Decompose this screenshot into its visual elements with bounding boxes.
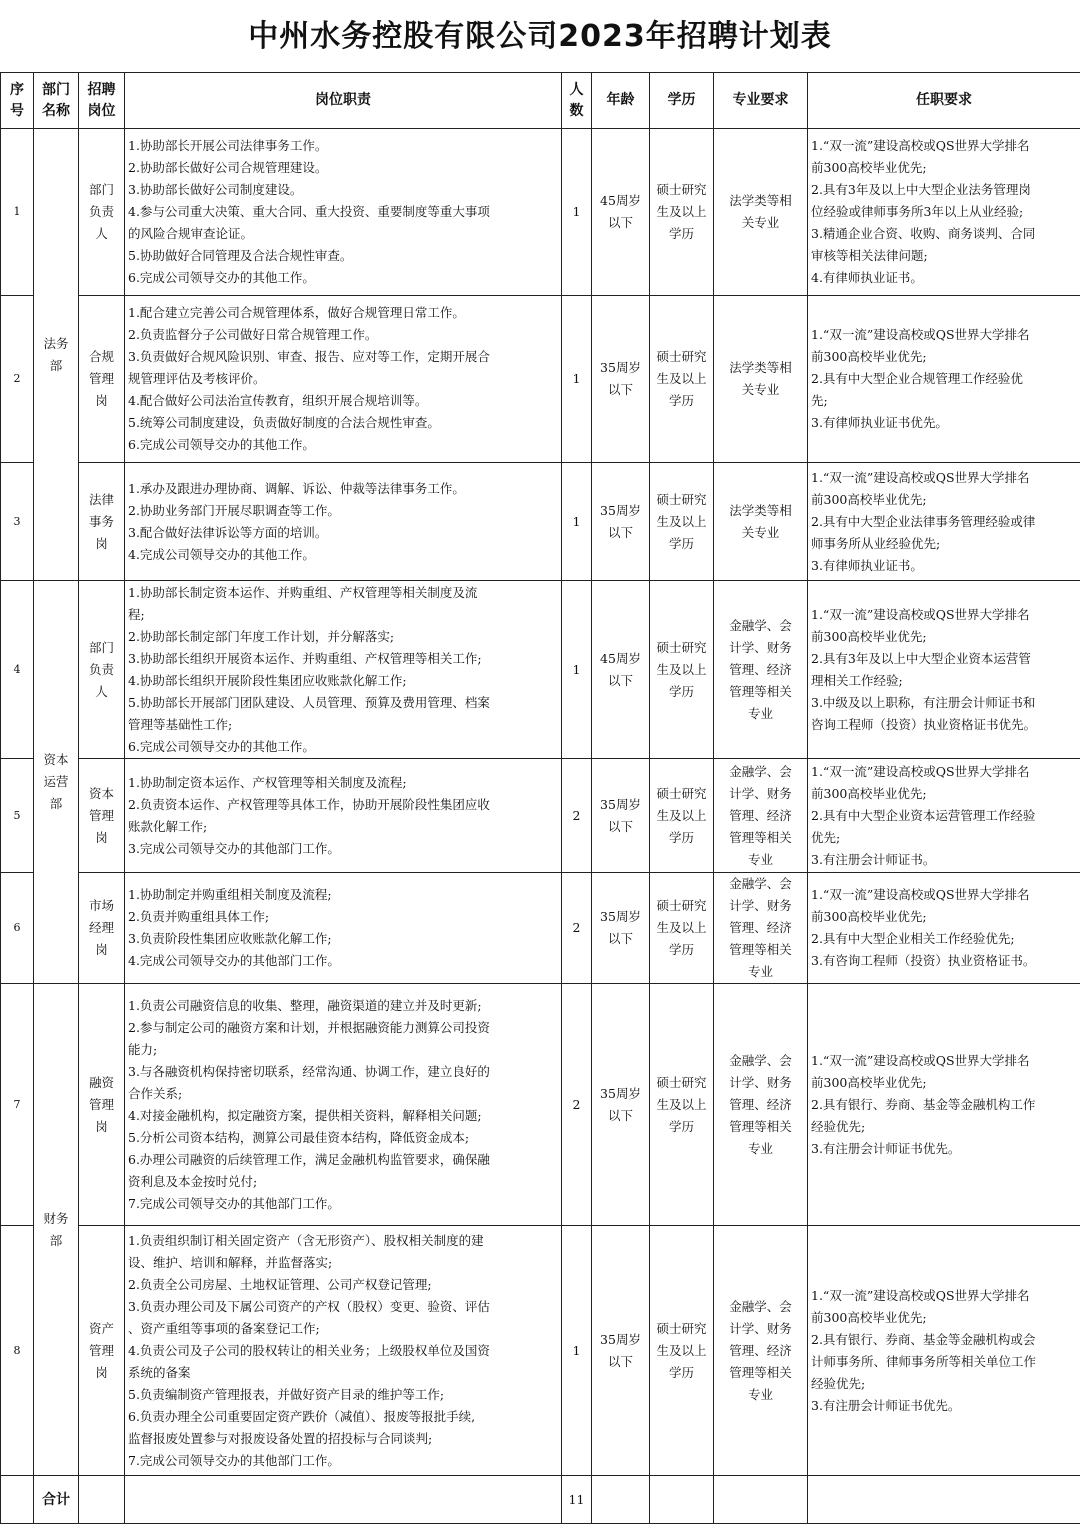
req-cell: 1.“双一流”建设高校或QS世界大学排名 前300高校毕业优先; 2.具有中大型企业资本运营管理工作经验 优先; 3.有注册会计师证书。	[808, 759, 1080, 873]
duty-cell: 1.负责组织制订相关固定资产（含无形资产）、股权相关制度的建 设、维护、培训和解释，并监督落实; 2.负责全公司房屋、土地权证管理、公司产权登记管理; 3.负责办理公司及下属公司资产的产权（股权）变更、验资、评估 、资产重组等事项的备案登记工作; 4.负责公司及子公司的股权转让的相关业务；上级股权单位及国资 系统的备案 5.负责编制资产管理报表，并做好资产目录的维护等工作; 6.负责办理全公司重要固定资产跌价（减值）、报废等报批手续, 监督报废处置参与对报废设备处置的招投标与合同谈判; 7.完成公司领导交办的其他部门工作。	[125, 1226, 562, 1476]
total-empty-cell	[592, 1476, 650, 1524]
total-empty-cell	[808, 1476, 1080, 1524]
edu-cell: 硕士研究 生及以上 学历	[650, 581, 714, 759]
major-cell: 金融学、会 计学、财务 管理、经济 管理等相关 专业	[714, 581, 808, 759]
age-cell: 35周岁 以下	[592, 873, 650, 984]
total-count: 11	[562, 1476, 592, 1524]
req-cell: 1.“双一流”建设高校或QS世界大学排名 前300高校毕业优先; 2.具有中大型企业法律事务管理经验或律 师事务所从业经验优先; 3.有律师执业证书。	[808, 463, 1080, 581]
count-cell: 1	[562, 1226, 592, 1476]
major-cell: 法学类等相 关专业	[714, 463, 808, 581]
page-title: 中州水务控股有限公司2023年招聘计划表	[0, 12, 1080, 62]
header-edu: 学历	[650, 73, 714, 129]
table-row	[1, 759, 1080, 873]
table-row	[1, 1226, 1080, 1476]
count-cell: 1	[562, 296, 592, 463]
total-label: 合计	[34, 1476, 79, 1524]
header-post: 招聘 岗位	[79, 73, 125, 129]
total-empty-cell	[125, 1476, 562, 1524]
req-cell: 1.“双一流”建设高校或QS世界大学排名 前300高校毕业优先; 2.具有银行、券商、基金等金融机构工作 经验优先; 3.有注册会计师证书优先。	[808, 984, 1080, 1226]
edu-cell: 硕士研究 生及以上 学历	[650, 984, 714, 1226]
recruitment-table	[0, 72, 1080, 1524]
seq-cell: 3	[1, 463, 34, 581]
seq-cell: 5	[1, 759, 34, 873]
seq-cell: 6	[1, 873, 34, 984]
seq-cell: 2	[1, 296, 34, 463]
table-row	[1, 463, 1080, 581]
seq-cell: 1	[1, 129, 34, 296]
count-cell: 2	[562, 873, 592, 984]
dept-cell: 法务 部	[34, 129, 79, 581]
total-empty-cell	[650, 1476, 714, 1524]
age-cell: 35周岁 以下	[592, 1226, 650, 1476]
edu-cell: 硕士研究 生及以上 学历	[650, 296, 714, 463]
major-cell: 金融学、会 计学、财务 管理、经济 管理等相关 专业	[714, 1226, 808, 1476]
duty-cell: 1.负责公司融资信息的收集、整理，融资渠道的建立并及时更新; 2.参与制定公司的融资方案和计划，并根据融资能力测算公司投资 能力; 3.与各融资机构保持密切联系，经常沟通、协调工作，建立良好的 合作关系; 4.对接金融机构，拟定融资方案，提供相关资料，解释相关问题; 5.分析公司资本结构，测算公司最佳资本结构，降低资金成本; 6.办理公司融资的后续管理工作，满足金融机构监管要求，确保融 资利息及本金按时兑付; 7.完成公司领导交办的其他部门工作。	[125, 984, 562, 1226]
seq-cell: 8	[1, 1226, 34, 1476]
age-cell: 35周岁 以下	[592, 759, 650, 873]
table-row	[1, 296, 1080, 463]
post-cell: 资本 管理 岗	[79, 759, 125, 873]
age-cell: 35周岁 以下	[592, 463, 650, 581]
header-dept: 部门 名称	[34, 73, 79, 129]
major-cell: 金融学、会 计学、财务 管理、经济 管理等相关 专业	[714, 759, 808, 873]
edu-cell: 硕士研究 生及以上 学历	[650, 1226, 714, 1476]
post-cell: 法律 事务 岗	[79, 463, 125, 581]
dept-cell: 资本 运营 部	[34, 581, 79, 984]
major-cell: 金融学、会 计学、财务 管理、经济 管理等相关 专业	[714, 984, 808, 1226]
duty-cell: 1.协助部长开展公司法律事务工作。 2.协助部长做好公司合规管理建设。 3.协助部长做好公司制度建设。 4.参与公司重大决策、重大合同、重大投资、重要制度等重大事项 的风险合规审查论证。 5.协助做好合同管理及合法合规性审查。 6.完成公司领导交办的其他工作。	[125, 129, 562, 296]
count-cell: 1	[562, 463, 592, 581]
header-seq: 序 号	[1, 73, 34, 129]
post-cell: 资产 管理 岗	[79, 1226, 125, 1476]
duty-cell: 1.协助制定并购重组相关制度及流程; 2.负责并购重组具体工作; 3.负责阶段性集团应收账款化解工作; 4.完成公司领导交办的其他部门工作。	[125, 873, 562, 984]
duty-cell: 1.协助部长制定资本运作、并购重组、产权管理等相关制度及流 程; 2.协助部长制定部门年度工作计划，并分解落实; 3.协助部长组织开展资本运作、并购重组、产权管理等相关工作; 4.协助部长组织开展阶段性集团应收账款化解工作; 5.协助部长开展部门团队建设、人员管理、预算及费用管理、档案 管理等基础性工作; 6.完成公司领导交办的其他工作。	[125, 581, 562, 759]
req-cell: 1.“双一流”建设高校或QS世界大学排名 前300高校毕业优先; 2.具有银行、券商、基金等金融机构或会 计师事务所、律师事务所等相关单位工作 经验优先; 3.有注册会计师证书优先。	[808, 1226, 1080, 1476]
age-cell: 35周岁 以下	[592, 984, 650, 1226]
major-cell: 法学类等相 关专业	[714, 129, 808, 296]
table-row	[1, 581, 1080, 759]
table-row	[1, 129, 1080, 296]
table-row	[1, 873, 1080, 984]
edu-cell: 硕士研究 生及以上 学历	[650, 759, 714, 873]
header-count: 人 数	[562, 73, 592, 129]
header-duty: 岗位职责	[125, 73, 562, 129]
post-cell: 市场 经理 岗	[79, 873, 125, 984]
edu-cell: 硕士研究 生及以上 学历	[650, 873, 714, 984]
age-cell: 35周岁 以下	[592, 296, 650, 463]
edu-cell: 硕士研究 生及以上 学历	[650, 129, 714, 296]
total-empty-cell	[1, 1476, 34, 1524]
header-age: 年龄	[592, 73, 650, 129]
count-cell: 2	[562, 759, 592, 873]
major-cell: 法学类等相 关专业	[714, 296, 808, 463]
edu-cell: 硕士研究 生及以上 学历	[650, 463, 714, 581]
seq-cell: 7	[1, 984, 34, 1226]
count-cell: 1	[562, 129, 592, 296]
seq-cell: 4	[1, 581, 34, 759]
header-major: 专业要求	[714, 73, 808, 129]
post-cell: 部门 负责 人	[79, 129, 125, 296]
dept-cell: 财务 部	[34, 984, 79, 1476]
req-cell: 1.“双一流”建设高校或QS世界大学排名 前300高校毕业优先; 2.具有3年及以上中大型企业法务管理岗 位经验或律师事务所3年以上从业经验; 3.精通企业合资、收购、商务谈判、合同 审核等相关法律问题; 4.有律师执业证书。	[808, 129, 1080, 296]
duty-cell: 1.承办及跟进办理协商、调解、诉讼、仲裁等法律事务工作。 2.协助业务部门开展尽职调查等工作。 3.配合做好法律诉讼等方面的培训。 4.完成公司领导交办的其他工作。	[125, 463, 562, 581]
total-row	[1, 1476, 1080, 1524]
count-cell: 1	[562, 581, 592, 759]
header-row	[1, 73, 1080, 129]
total-empty-cell	[714, 1476, 808, 1524]
header-req: 任职要求	[808, 73, 1080, 129]
major-cell: 金融学、会 计学、财务 管理、经济 管理等相关 专业	[714, 873, 808, 984]
post-cell: 部门 负责 人	[79, 581, 125, 759]
req-cell: 1.“双一流”建设高校或QS世界大学排名 前300高校毕业优先; 2.具有中大型企业合规管理工作经验优 先; 3.有律师执业证书优先。	[808, 296, 1080, 463]
age-cell: 45周岁 以下	[592, 129, 650, 296]
duty-cell: 1.配合建立完善公司合规管理体系，做好合规管理日常工作。 2.负责监督分子公司做好日常合规管理工作。 3.负责做好合规风险识别、审查、报告、应对等工作，定期开展合 规管理评估及考核评价。 4.配合做好公司法治宣传教育，组织开展合规培训等。 5.统筹公司制度建设，负责做好制度的合法合规性审查。 6.完成公司领导交办的其他工作。	[125, 296, 562, 463]
table-row	[1, 984, 1080, 1226]
count-cell: 2	[562, 984, 592, 1226]
post-cell: 融资 管理 岗	[79, 984, 125, 1226]
total-empty-cell	[79, 1476, 125, 1524]
req-cell: 1.“双一流”建设高校或QS世界大学排名 前300高校毕业优先; 2.具有3年及以上中大型企业资本运营管 理相关工作经验; 3.中级及以上职称，有注册会计师证书和 咨询工程师（投资）执业资格证书优先。	[808, 581, 1080, 759]
post-cell: 合规 管理 岗	[79, 296, 125, 463]
req-cell: 1.“双一流”建设高校或QS世界大学排名 前300高校毕业优先; 2.具有中大型企业相关工作经验优先; 3.有咨询工程师（投资）执业资格证书。	[808, 873, 1080, 984]
duty-cell: 1.协助制定资本运作、产权管理等相关制度及流程; 2.负责资本运作、产权管理等具体工作，协助开展阶段性集团应收 账款化解工作; 3.完成公司领导交办的其他部门工作。	[125, 759, 562, 873]
age-cell: 45周岁 以下	[592, 581, 650, 759]
